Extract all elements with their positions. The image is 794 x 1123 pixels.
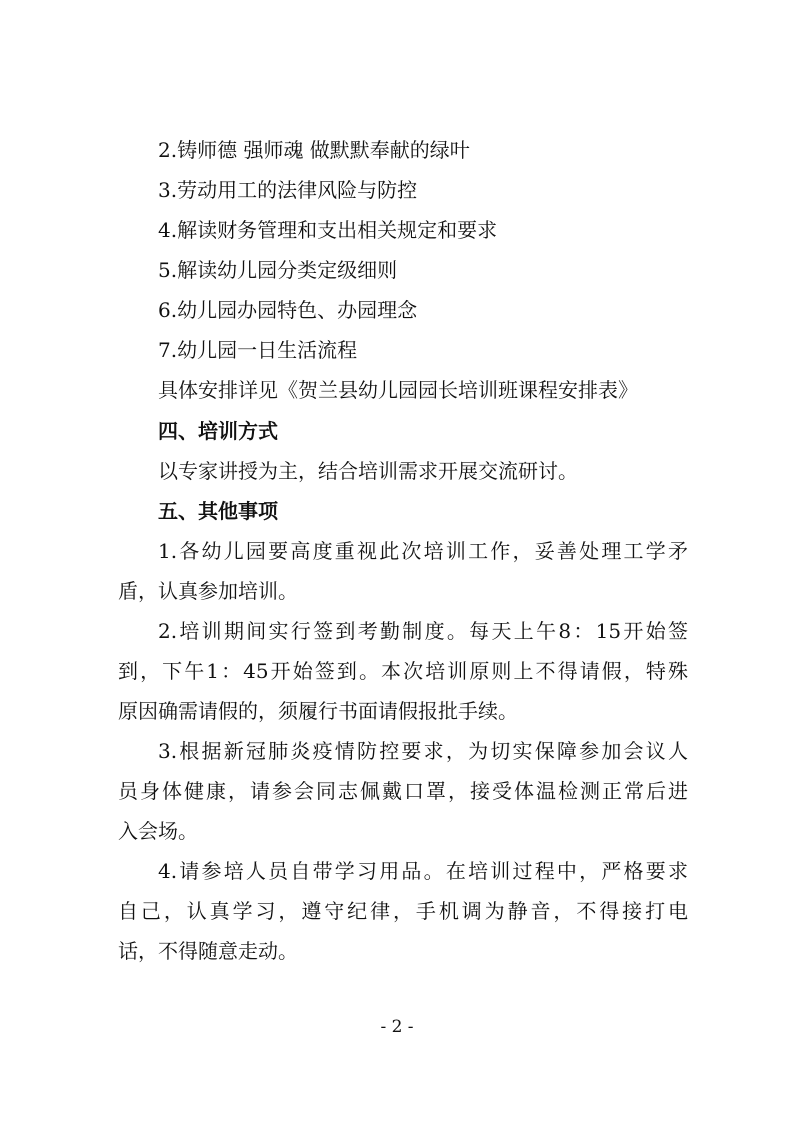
paragraph-1-line-2: 盾，认真参加培训。	[118, 579, 298, 603]
paragraph-2-line-1: 2.培训期间实行签到考勤制度。每天上午8：15开始签	[158, 619, 688, 643]
paragraph-1-line-1: 1.各幼儿园要高度重视此次培训工作，妥善处理工学矛	[158, 539, 688, 563]
paragraph-4-line-3: 话，不得随意走动。	[118, 939, 298, 963]
schedule-note: 具体安排详见《贺兰县幼儿园园长培训班课程安排表》	[158, 378, 638, 402]
section-4-text: 以专家讲授为主，结合培训需求开展交流研讨。	[158, 459, 578, 483]
course-item-3: 3.劳动用工的法律风险与防控	[158, 178, 418, 202]
paragraph-4-line-1: 4.请参培人员自带学习用品。在培训过程中，严格要求	[158, 859, 688, 883]
section-4-heading: 四、培训方式	[158, 419, 278, 443]
course-item-5: 5.解读幼儿园分类定级细则	[158, 258, 398, 282]
page-number: - 2 -	[380, 1017, 414, 1037]
course-item-4: 4.解读财务管理和支出相关规定和要求	[158, 218, 498, 242]
section-5-heading: 五、其他事项	[158, 499, 278, 523]
paragraph-2-line-2: 到，下午1：45开始签到。本次培训原则上不得请假，特殊	[118, 659, 688, 683]
course-item-6: 6.幼儿园办园特色、办园理念	[158, 298, 418, 322]
paragraph-4-line-2: 自己，认真学习，遵守纪律，手机调为静音，不得接打电	[118, 899, 688, 923]
course-item-7: 7.幼儿园一日生活流程	[158, 338, 358, 362]
paragraph-3-line-2: 员身体健康，请参会同志佩戴口罩，接受体温检测正常后进	[118, 779, 688, 803]
course-item-2: 2.铸师德 强师魂 做默默奉献的绿叶	[158, 138, 470, 162]
paragraph-3-line-1: 3.根据新冠肺炎疫情防控要求，为切实保障参加会议人	[158, 739, 688, 763]
paragraph-3-line-3: 入会场。	[118, 819, 198, 843]
paragraph-2-line-3: 原因确需请假的，须履行书面请假报批手续。	[118, 699, 518, 723]
